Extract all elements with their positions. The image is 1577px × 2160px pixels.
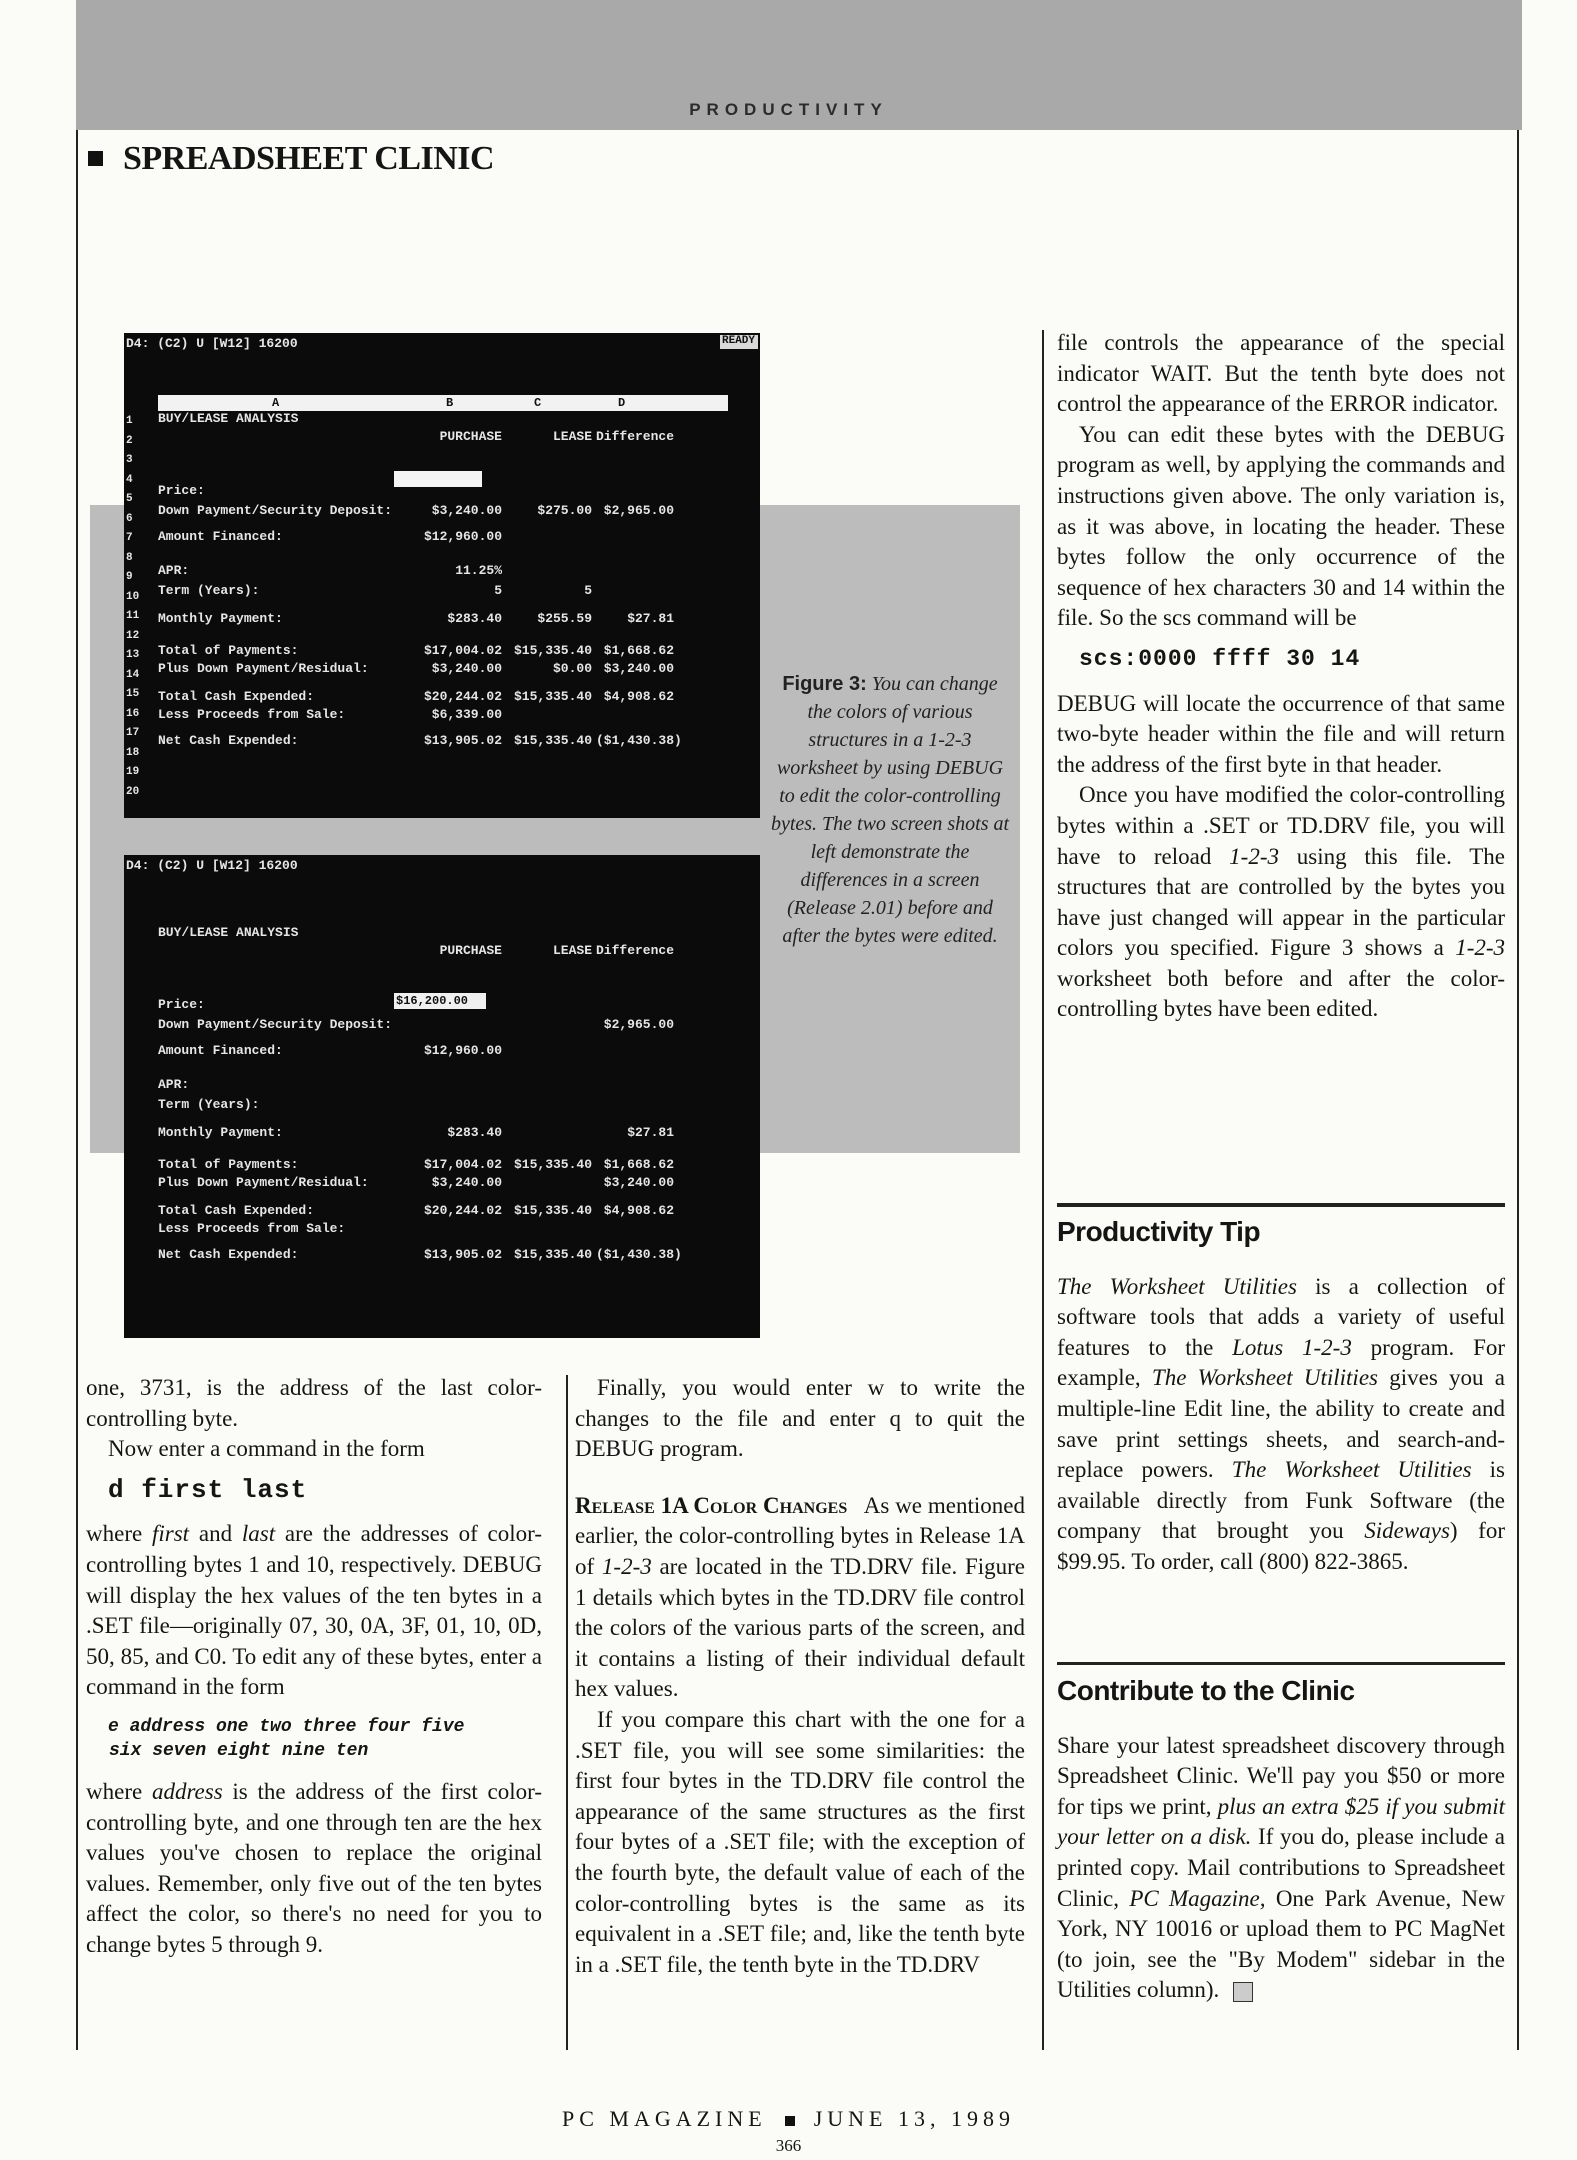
paragraph: If you compare this chart with the one for a .SET file, you will see some similarities: the first four bytes in the TD.DRV file control the appearance of the same structures as the first four bytes of a .SET file; with the exception of the fourth byte, the default value of each of the color-controlling bytes is the same as its equivalent in a .SET file; and, like the tenth byte in a .SET file, the tenth byte in the TD.DRV [575,1706,1025,1977]
worksheet-label: BUY/LEASE ANALYSIS [158,925,299,940]
worksheet-cell: $20,244.02 [423,1203,502,1218]
row-number: 17 [126,727,140,739]
contribute-top-rule [1057,1662,1505,1665]
code-line: scs:0000 ffff 30 14 [1079,645,1361,672]
row-number: 5 [126,493,133,505]
worksheet-cell: $4,908.62 [603,1203,674,1218]
paragraph: Now enter a command in the form [108,1436,425,1462]
worksheet-cell: 5 [584,583,592,598]
worksheet-cell: $13,905.02 [423,733,502,748]
worksheet-cell: $1,668.62 [603,643,674,658]
row-number: 15 [126,688,140,700]
worksheet-cell: $12,960.00 [423,529,502,544]
bullet-square-icon [88,151,103,166]
paragraph: Finally, you would enter w to write the changes to the file and enter q to quit the DEBUG program. [575,1375,1025,1462]
worksheet-label: Amount Financed: [158,529,283,544]
worksheet-cell: PURCHASE [439,943,502,958]
worksheet-cell: ($1,430.38) [596,733,682,748]
worksheet-cell: $4,908.62 [603,689,674,704]
contribute-box [1057,1676,1505,2006]
worksheet-label: APR: [158,1077,190,1092]
worksheet-label: Plus Down Payment/Residual: [158,661,369,676]
page-title-text: SPREADSHEET CLINIC [123,140,495,177]
worksheet-label: Monthly Payment: [158,1125,283,1140]
right-frame-rule [1517,130,1519,2050]
worksheet-label: Plus Down Payment/Residual: [158,1175,369,1190]
row-number: 10 [126,590,140,603]
page-title [88,140,494,178]
worksheet-cell: Difference [596,943,675,958]
column-middle [575,1373,1025,1980]
worksheet-label: Less Proceeds from Sale: [158,1221,346,1236]
column-letter: A [272,396,280,410]
column-divider-1 [566,1375,568,2050]
figure-caption [770,670,1010,950]
screenshot-after [124,855,760,1338]
worksheet-cell: $255.59 [537,611,592,626]
worksheet-label: BUY/LEASE ANALYSIS [158,411,299,426]
row-number: 1 [126,415,133,427]
worksheet-cell: $283.40 [447,611,502,626]
worksheet-label: Monthly Payment: [158,611,283,626]
paragraph: where first and last are the addresses of color-controlling bytes 1 and 10, respectively. DEBUG will display the hex values of the ten bytes in a .SET file—originally 07, 30, 0A, 3F, 01, 10, 0D, 50, 85, and C0. To edit any of these bytes, enter a command in the form [86,1521,543,1700]
row-number: 4 [126,473,133,486]
column-letter: B [446,396,454,410]
column-letter: D [618,396,626,410]
worksheet-cell: Difference [596,429,675,444]
worksheet-cell: $3,240.00 [431,661,502,676]
worksheet-cell: $15,335.40 [514,733,593,748]
highlighted-price-cell [394,471,482,487]
worksheet-label: Total Cash Expended: [158,1203,315,1218]
end-mark-icon [1233,1982,1253,2002]
worksheet-cell: $0.00 [552,661,592,676]
worksheet-cell: $17,004.02 [423,643,502,658]
worksheet-cell: $2,965.00 [603,503,674,518]
row-number: 13 [126,649,140,661]
column-right [1057,328,1505,1025]
footer-date: JUNE 13, 1989 [813,2106,1015,2131]
paragraph: You can edit these bytes with the DEBUG program as well, by applying the commands and instructions given above. The only variation is, as it was above, in locating the header. These bytes follow the only occurrence of the sequence of hex characters 30 and 14 within the file. So the scs command will be [1057,421,1505,631]
worksheet-cell: $15,335.40 [514,1247,593,1262]
row-number: 3 [126,454,133,466]
worksheet-cell: $3,240.00 [431,1175,502,1190]
worksheet-label: Term (Years): [158,1097,260,1112]
paragraph: one, 3731, is the address of the last color-controlling byte. [86,1375,542,1431]
worksheet-cell: $17,004.02 [423,1157,502,1172]
row-number: 8 [126,551,133,564]
worksheet-label: Total Cash Expended: [158,689,315,704]
worksheet-cell: $3,240.00 [603,661,674,676]
worksheet-label: Price: [158,997,205,1012]
worksheet-label: Term (Years): [158,583,260,598]
column-divider-2 [1042,330,1044,2050]
row-number: 16 [126,707,140,720]
worksheet-label: Down Payment/Security Deposit: [158,1017,393,1032]
row-number: 9 [126,571,133,583]
worksheet-label: Total of Payments: [158,643,299,658]
worksheet-cell: 11.25% [455,563,502,578]
worksheet-cell: ($1,430.38) [596,1247,682,1262]
column-header-bar [158,395,728,411]
row-number: 11 [126,610,140,622]
cell-status-line: D4: (C2) U [W12] 16200 [126,858,298,873]
worksheet-label: Less Proceeds from Sale: [158,707,346,722]
worksheet-cell: $15,335.40 [514,1203,593,1218]
caption-text: You can change the colors of various structures in a 1-2-3 worksheet by using DEBUG to edit the color-controlling bytes. The two screen shots at left demonstrate the differences in a screen (Release 2.01) before and after the bytes were edited. [770,673,1010,947]
paragraph: Share your latest spreadsheet discovery through Spreadsheet Clinic. We'll pay you $50 or more for tips we print, plus an extra $25 if you submit your letter on a disk. If you do, please include a printed copy. Mail contributions to Spreadsheet Clinic, PC Magazine, One Park Avenue, New York, NY 10016 or upload them to PC MagNet (to join, see the "By Modem" sidebar in the Utilities column). [1057,1732,1506,2003]
row-number: 6 [126,512,133,525]
footer-bullet-icon [785,2116,795,2126]
row-number: 12 [126,629,140,642]
mode-indicator: READY [722,335,756,347]
worksheet-cell: 5 [494,583,502,598]
productivity-tip [1057,1217,1505,1578]
worksheet-cell: $13,905.02 [423,1247,502,1262]
paragraph: file controls the appearance of the special indicator WAIT. But the tenth byte does not control the appearance of the ERROR indicator. [1057,330,1505,417]
column-letter: C [534,396,542,410]
row-number: 19 [126,766,140,778]
contribute-title: Contribute to the Clinic [1057,1675,1355,1706]
worksheet-cell: $6,339.00 [431,707,502,722]
row-number: 14 [126,668,140,681]
worksheet-cell: $3,240.00 [431,503,502,518]
worksheet-cell: LEASE [552,943,592,958]
row-number: 20 [126,785,140,798]
worksheet-cell: $3,240.00 [603,1175,674,1190]
subheading: Release 1A Color Changes [575,1492,848,1518]
paragraph: Release 1A Color Changes As we mentioned earlier, the color-controlling bytes in Release 1A of 1-2-3 are located in the TD.DRV file. Figure 1 details which bytes in the TD.DRV file control the colors of the various parts of the screen, and it contains a listing of their individual default hex values. [575,1492,1026,1702]
cell-status-line: D4: (C2) U [W12] 16200 [126,336,298,351]
tip-top-rule [1057,1203,1505,1207]
code-line: d first last [108,1474,308,1505]
worksheet-label: Price: [158,483,205,498]
worksheet-cell: $15,335.40 [514,1157,593,1172]
caption-label: Figure 3: [782,673,867,695]
footer [0,2106,1577,2132]
worksheet-cell: $27.81 [627,611,674,626]
paragraph: DEBUG will locate the occurrence of that same two-byte header within the file and will return the address of the first byte in that header. [1057,690,1505,777]
worksheet-cell: $1,668.62 [603,1157,674,1172]
worksheet-cell: $275.00 [537,503,592,518]
paragraph: Once you have modified the color-controlling bytes within a .SET or TD.DRV file, you will have to reload 1-2-3 using this file. The structures that are controlled by the bytes you have just changed will appear in the particular colors you specified. Figure 3 shows a 1-2-3 worksheet both before and after the color-controlling bytes have been edited. [1057,782,1506,1022]
code-block: e address one two three four five six seven eight nine ten [108,1716,465,1761]
page-number: 366 [775,2136,802,2155]
worksheet-label: Total of Payments: [158,1157,299,1172]
worksheet-cell: $283.40 [447,1125,502,1140]
worksheet-cell: $27.81 [627,1125,674,1140]
left-frame-rule [76,130,78,2050]
column-left [86,1373,542,1961]
row-number: 2 [126,434,133,447]
worksheet-cell: PURCHASE [439,429,502,444]
footer-publication: PC MAGAZINE [561,2106,767,2131]
worksheet-cell: $20,244.02 [423,689,502,704]
worksheet-label: Net Cash Expended: [158,733,299,748]
worksheet-cell: $15,335.40 [514,689,593,704]
screenshot-before [124,333,760,818]
worksheet-label: APR: [158,563,190,578]
row-number: 7 [126,532,133,544]
worksheet-label: Amount Financed: [158,1043,283,1058]
section-label: PRODUCTIVITY [689,100,888,119]
worksheet-cell: LEASE [552,429,592,444]
price-value: $16,200.00 [396,994,469,1008]
worksheet-cell: $2,965.00 [603,1017,674,1032]
worksheet-cell: $15,335.40 [514,643,593,658]
paragraph: where address is the address of the first color-controlling byte, and one through ten are the hex values you've chosen to replace the original values. Remember, only five out of the ten bytes affect the color, so there's no need for you to change bytes 5 through 9. [86,1778,543,1957]
worksheet-label: Net Cash Expended: [158,1247,299,1262]
worksheet-label: Down Payment/Security Deposit: [158,503,393,518]
paragraph: The Worksheet Utilities is a collection of software tools that adds a variety of useful features to the Lotus 1-2-3 program. For example, The Worksheet Utilities gives you a multiple-line Edit line, the ability to create and save print settings sheets, and search-and-replace powers. The Worksheet Utilities is available directly from Funk Software (the company that brought you Sideways) for $99.95. To order, call (800) 822-3865. [1057,1273,1506,1574]
worksheet-cell: $12,960.00 [423,1043,502,1058]
row-number: 18 [126,746,140,759]
tip-title: Productivity Tip [1057,1216,1261,1247]
